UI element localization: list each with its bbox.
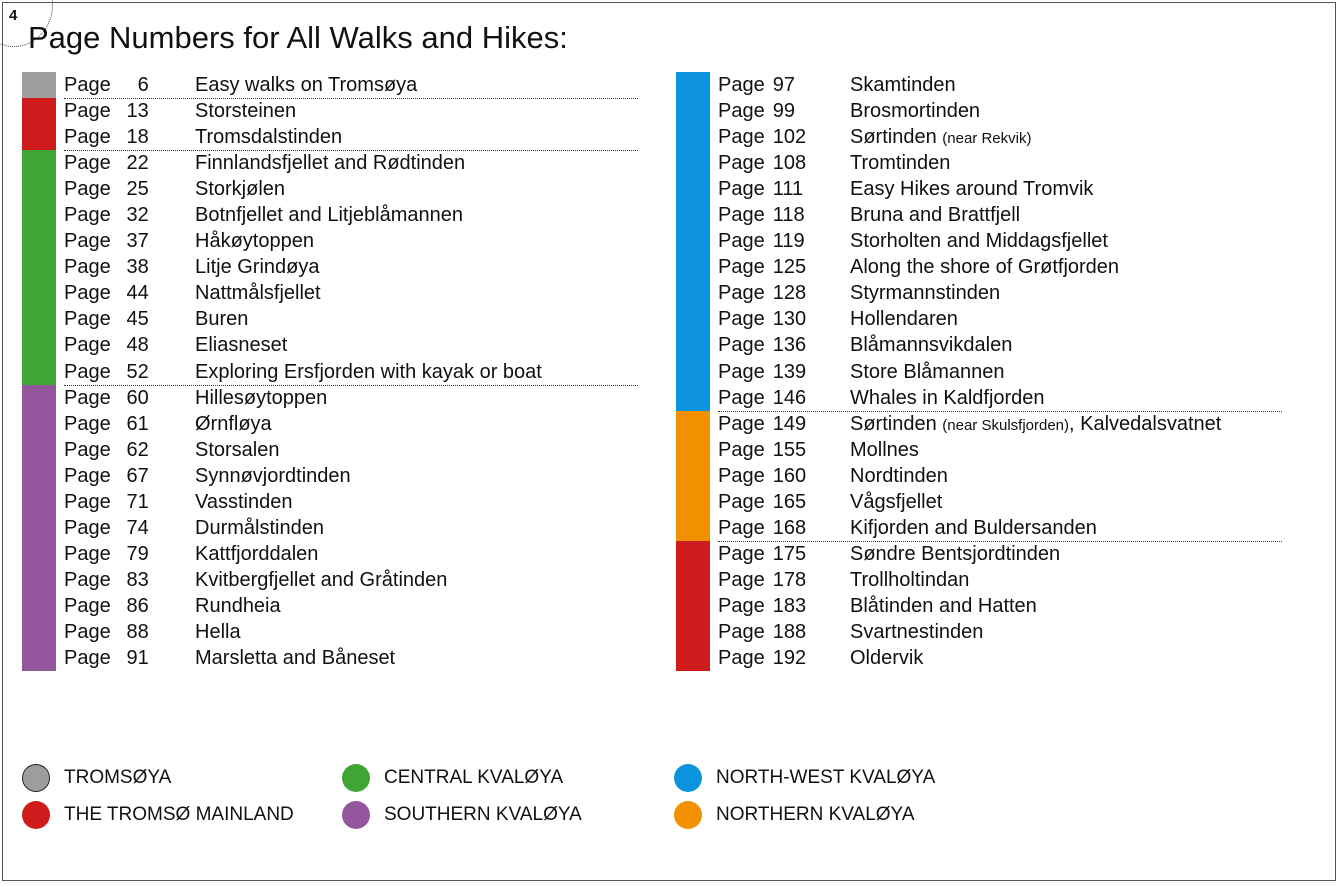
page-word: Page xyxy=(718,282,765,305)
hike-name xyxy=(195,567,447,593)
page-number-value: 67 xyxy=(126,464,149,487)
region-color-bar xyxy=(676,411,710,437)
page-word: Page xyxy=(64,282,111,305)
page-reference xyxy=(64,150,149,176)
hike-title: Tromtinden xyxy=(850,152,951,175)
page-reference xyxy=(64,619,149,645)
page-reference xyxy=(718,306,819,332)
region-color-bar xyxy=(676,593,710,619)
hike-suffix: , Kalvedalsvatnet xyxy=(1069,412,1222,435)
page-number-value: 130 xyxy=(772,308,807,331)
region-color-bar xyxy=(676,645,710,671)
hike-title: Bruna and Brattfjell xyxy=(850,204,1021,227)
page-reference xyxy=(718,98,819,124)
legend-swatch-icon xyxy=(674,801,702,829)
legend-swatch-icon xyxy=(342,801,370,829)
page-reference xyxy=(64,541,149,567)
page-number-value: 6 xyxy=(137,74,149,96)
page-word: Page xyxy=(64,647,111,670)
hike-title: Storkjølen xyxy=(195,178,286,201)
hike-name xyxy=(195,645,395,671)
hike-name xyxy=(195,541,318,567)
hike-title: Durmålstinden xyxy=(195,516,324,539)
page-reference xyxy=(718,280,819,306)
hike-title: Vågsfjellet xyxy=(850,490,943,513)
region-color-bar xyxy=(22,489,56,515)
region-color-bar xyxy=(676,332,710,358)
region-separator xyxy=(64,98,638,99)
hike-title: Sørtinden xyxy=(850,126,937,149)
page-reference xyxy=(718,437,819,463)
region-color-bar xyxy=(676,254,710,280)
page-word: Page xyxy=(718,256,765,279)
hike-name xyxy=(850,645,923,671)
page-word: Page xyxy=(718,308,765,331)
hike-title: Oldervik xyxy=(850,647,924,670)
page-number-value: 136 xyxy=(772,334,807,357)
hike-title: Litje Grindøya xyxy=(195,256,320,279)
page-number-value: 13 xyxy=(126,100,149,123)
region-color-bar xyxy=(22,411,56,437)
page-reference xyxy=(718,489,819,515)
hike-title: Hella xyxy=(195,620,241,643)
region-color-bar xyxy=(22,437,56,463)
hike-title: Finnlandsfjellet and Rødtinden xyxy=(195,152,466,175)
page-word: Page xyxy=(64,620,111,643)
page-word: Page xyxy=(64,438,111,461)
hike-name xyxy=(195,437,280,463)
region-color-bar xyxy=(22,254,56,280)
page-reference xyxy=(64,254,149,280)
hike-title: Sørtinden xyxy=(850,412,937,435)
page-reference xyxy=(64,176,149,202)
page-word: Page xyxy=(718,594,765,617)
hike-name xyxy=(195,489,292,515)
page-reference xyxy=(718,332,819,358)
legend-label: SOUTHERN KVALØYA xyxy=(384,804,582,825)
hike-title: Skamtinden xyxy=(850,74,956,96)
page-word: Page xyxy=(64,74,111,96)
hike-note: (near Skulsfjorden) xyxy=(942,416,1070,434)
region-color-bar xyxy=(676,359,710,385)
hike-name xyxy=(195,619,241,645)
page-word: Page xyxy=(718,126,765,149)
hike-title: Storholten and Middagsfjellet xyxy=(850,230,1108,253)
page-reference xyxy=(718,176,819,202)
region-color-bar xyxy=(22,645,56,671)
region-color-bar xyxy=(22,228,56,254)
page-number: 4 xyxy=(9,7,18,24)
hike-title: Trollholtindan xyxy=(850,568,970,591)
page-number-value: 61 xyxy=(126,412,149,435)
page-number-value: 60 xyxy=(126,386,149,409)
hike-name xyxy=(850,332,1012,358)
hike-name xyxy=(850,98,980,124)
page-number-value: 83 xyxy=(126,568,149,591)
region-color-bar xyxy=(22,176,56,202)
page-reference xyxy=(718,72,819,98)
page-word: Page xyxy=(64,386,111,409)
page-number-value: 32 xyxy=(126,204,149,227)
hike-name xyxy=(195,385,327,411)
region-color-bar xyxy=(22,98,56,124)
page-number-value: 183 xyxy=(772,594,807,617)
hike-name xyxy=(195,280,321,306)
hike-title: Søndre Bentsjordtinden xyxy=(850,542,1061,565)
hike-name xyxy=(195,332,287,358)
region-color-bar xyxy=(22,359,56,385)
region-color-bar xyxy=(676,176,710,202)
hike-title: Hillesøytoppen xyxy=(195,386,328,409)
page-reference xyxy=(64,306,149,332)
legend-swatch-icon xyxy=(22,801,50,829)
page-word: Page xyxy=(64,204,111,227)
region-color-bar xyxy=(676,385,710,411)
hike-title: Kvitbergfjellet and Gråtinden xyxy=(195,568,448,591)
hike-title: Styrmannstinden xyxy=(850,282,1001,305)
hike-title: Ørnfløya xyxy=(195,412,272,435)
hike-title: Mollnes xyxy=(850,438,919,461)
page-number-value: 165 xyxy=(772,490,807,513)
legend-label: NORTHERN KVALØYA xyxy=(716,804,915,825)
hike-name xyxy=(195,254,320,280)
region-color-bar xyxy=(676,489,710,515)
hike-name xyxy=(850,489,942,515)
page-word: Page xyxy=(718,620,765,643)
hike-title: Hollendaren xyxy=(850,308,958,331)
page-number-value: 155 xyxy=(772,438,807,461)
page-number-value: 175 xyxy=(772,542,807,565)
hike-name xyxy=(850,463,948,489)
page-number-value: 178 xyxy=(772,568,807,591)
hike-title: Buren xyxy=(195,308,249,331)
page-reference xyxy=(64,332,149,358)
legend-swatch-icon xyxy=(342,764,370,792)
page-word: Page xyxy=(64,126,111,149)
page-word: Page xyxy=(718,386,765,409)
page-word: Page xyxy=(718,438,765,461)
hike-title: Svartnestinden xyxy=(850,620,984,643)
page-word: Page xyxy=(718,334,765,357)
page-word: Page xyxy=(64,178,111,201)
region-color-bar xyxy=(676,98,710,124)
page-word: Page xyxy=(718,542,765,565)
page-reference xyxy=(718,385,819,411)
page-reference xyxy=(64,124,149,150)
page-reference xyxy=(64,411,149,437)
hike-name xyxy=(850,72,956,98)
page-word: Page xyxy=(64,256,111,279)
hike-title: Kattfjorddalen xyxy=(195,542,319,565)
region-color-bar xyxy=(22,124,56,150)
page-reference xyxy=(64,359,149,385)
page-number-value: 45 xyxy=(126,308,149,331)
page-word: Page xyxy=(64,464,111,487)
page-word: Page xyxy=(718,568,765,591)
page-reference xyxy=(64,593,149,619)
page-number-value: 37 xyxy=(126,230,149,253)
hike-name xyxy=(195,515,324,541)
hike-name xyxy=(850,124,1031,152)
hike-title: Marsletta and Båneset xyxy=(195,647,396,670)
hike-name xyxy=(850,280,1000,306)
hike-note: (near Rekvik) xyxy=(942,130,1032,148)
legend-label: NORTH-WEST KVALØYA xyxy=(716,767,936,788)
hike-name xyxy=(850,567,969,593)
page-word: Page xyxy=(64,360,111,383)
page-reference xyxy=(718,463,819,489)
page-number-value: 139 xyxy=(772,360,807,383)
legend-label: TROMSØYA xyxy=(64,767,172,788)
hike-name xyxy=(850,176,1093,202)
hike-name xyxy=(195,202,463,228)
region-color-bar xyxy=(22,515,56,541)
hike-name xyxy=(195,593,281,619)
page-number-value: 38 xyxy=(126,256,149,279)
page-number-value: 62 xyxy=(126,438,149,461)
page-reference xyxy=(718,228,819,254)
page-reference xyxy=(718,567,819,593)
page-reference xyxy=(64,228,149,254)
hike-title: Vasstinden xyxy=(195,490,293,513)
hike-title: Nordtinden xyxy=(850,464,948,487)
page-word: Page xyxy=(64,100,111,123)
page-number-value: 88 xyxy=(126,620,149,643)
page-number-value: 99 xyxy=(772,100,795,123)
hike-name xyxy=(850,593,1037,619)
page-reference xyxy=(64,280,149,306)
hike-name xyxy=(850,359,1005,385)
page-number-value: 108 xyxy=(772,152,807,175)
page-word: Page xyxy=(64,230,111,253)
page-reference xyxy=(718,124,819,150)
region-color-bar xyxy=(676,280,710,306)
hike-name xyxy=(850,411,1221,439)
region-color-bar xyxy=(676,72,710,98)
page-word: Page xyxy=(718,360,765,383)
region-separator xyxy=(64,385,638,386)
page-reference xyxy=(64,515,149,541)
page-number-value: 119 xyxy=(772,230,805,253)
region-color-bar xyxy=(22,150,56,176)
hike-title: Easy Hikes around Tromvik xyxy=(850,178,1094,201)
hike-name xyxy=(195,306,248,332)
region-color-bar xyxy=(22,280,56,306)
page-reference xyxy=(718,541,819,567)
page-word: Page xyxy=(718,230,765,253)
region-color-bar xyxy=(676,202,710,228)
hike-name xyxy=(850,150,950,176)
page-word: Page xyxy=(718,647,765,670)
region-color-bar xyxy=(22,567,56,593)
hike-title: Synnøvjordtinden xyxy=(195,464,351,487)
page-number-value: 25 xyxy=(126,178,149,201)
page-reference xyxy=(718,202,819,228)
page-reference xyxy=(64,645,149,671)
hike-title: Easy walks on Tromsøya xyxy=(195,74,418,96)
page-word: Page xyxy=(64,490,111,513)
page-word: Page xyxy=(718,490,765,513)
page-word: Page xyxy=(64,334,111,357)
page-title: Page Numbers for All Walks and Hikes: xyxy=(28,20,568,55)
page-word: Page xyxy=(64,152,111,175)
page-reference xyxy=(64,72,149,98)
region-color-bar xyxy=(676,150,710,176)
page-word: Page xyxy=(718,100,765,123)
legend-label: CENTRAL KVALØYA xyxy=(384,767,564,788)
page-number-value: 97 xyxy=(772,74,795,96)
page-reference xyxy=(64,567,149,593)
page-number-value: 102 xyxy=(772,126,807,149)
page-reference xyxy=(718,593,819,619)
page-word: Page xyxy=(64,412,111,435)
legend-swatch-icon xyxy=(674,764,702,792)
hike-name xyxy=(850,306,958,332)
hike-name xyxy=(195,124,342,150)
hike-title: Kifjorden and Buldersanden xyxy=(850,516,1097,539)
hike-name xyxy=(195,150,465,176)
hike-name xyxy=(195,228,314,254)
region-color-bar xyxy=(676,515,710,541)
page-number-value: 91 xyxy=(126,647,149,670)
page-number-value: 125 xyxy=(772,256,807,279)
page-number-value: 192 xyxy=(772,647,807,670)
hike-name xyxy=(850,385,1045,411)
region-color-bar xyxy=(22,385,56,411)
page-number-value: 149 xyxy=(772,412,807,435)
page-word: Page xyxy=(718,412,765,435)
page-number-value: 22 xyxy=(126,152,149,175)
hike-name xyxy=(195,411,272,437)
hike-title: Eliasneset xyxy=(195,334,288,357)
region-color-bar xyxy=(676,437,710,463)
page-number-value: 160 xyxy=(772,464,807,487)
region-color-bar xyxy=(676,541,710,567)
region-color-bar xyxy=(676,228,710,254)
page-number-value: 188 xyxy=(772,620,807,643)
page-reference xyxy=(718,619,819,645)
hike-title: Tromsdalstinden xyxy=(195,126,343,149)
page-reference xyxy=(718,515,819,541)
page-number-value: 71 xyxy=(126,490,149,513)
region-color-bar xyxy=(676,463,710,489)
page-number-value: 74 xyxy=(126,516,149,539)
page-number-value: 128 xyxy=(772,282,807,305)
hike-name xyxy=(850,619,983,645)
page-number-value: 111 xyxy=(772,178,804,201)
page-word: Page xyxy=(718,178,765,201)
page-word: Page xyxy=(718,464,765,487)
page-reference xyxy=(64,202,149,228)
hike-title: Store Blåmannen xyxy=(850,360,1005,383)
hike-name xyxy=(195,98,296,124)
page-word: Page xyxy=(64,568,111,591)
hike-name xyxy=(195,176,285,202)
hike-name xyxy=(850,202,1020,228)
hike-title: Blåtinden and Hatten xyxy=(850,594,1037,617)
region-color-bar xyxy=(676,619,710,645)
page-reference xyxy=(64,98,149,124)
region-color-bar xyxy=(22,463,56,489)
region-color-bar xyxy=(676,124,710,150)
hike-title: Along the shore of Grøtfjorden xyxy=(850,256,1120,279)
page-reference xyxy=(718,411,819,437)
page-reference xyxy=(64,489,149,515)
legend-swatch-icon xyxy=(22,764,50,792)
page-reference xyxy=(718,645,819,671)
page-word: Page xyxy=(718,204,765,227)
hike-title: Whales in Kaldfjorden xyxy=(850,386,1045,409)
hike-name xyxy=(850,437,919,463)
hike-title: Storsteinen xyxy=(195,100,297,123)
region-color-bar xyxy=(676,567,710,593)
region-color-bar xyxy=(676,306,710,332)
hike-title: Botnfjellet and Litjeblåmannen xyxy=(195,204,463,227)
page-number-value: 168 xyxy=(772,516,807,539)
page-reference xyxy=(64,437,149,463)
page-word: Page xyxy=(64,594,111,617)
page-word: Page xyxy=(718,74,765,96)
page-word: Page xyxy=(718,516,765,539)
hike-title: Håkøytoppen xyxy=(195,230,314,253)
hike-title: Exploring Ersfjorden with kayak or boat xyxy=(195,360,542,383)
hike-title: Blåmannsvikdalen xyxy=(850,334,1013,357)
page-number-value: 52 xyxy=(126,360,149,383)
page-word: Page xyxy=(718,152,765,175)
hike-name xyxy=(195,463,351,489)
hike-title: Nattmålsfjellet xyxy=(195,282,321,305)
hike-title: Rundheia xyxy=(195,594,281,617)
page-reference xyxy=(718,359,819,385)
page-reference xyxy=(718,150,819,176)
region-color-bar xyxy=(22,593,56,619)
hike-title: Storsalen xyxy=(195,438,280,461)
region-color-bar xyxy=(22,619,56,645)
hike-title: Brosmortinden xyxy=(850,100,981,123)
page-number-value: 118 xyxy=(772,204,805,227)
hike-name xyxy=(850,228,1108,254)
page-number-value: 48 xyxy=(126,334,149,357)
region-color-bar xyxy=(22,541,56,567)
page-word: Page xyxy=(64,542,111,565)
hike-name xyxy=(195,359,542,385)
page-number-value: 86 xyxy=(126,594,149,617)
region-color-bar xyxy=(22,202,56,228)
page-reference xyxy=(64,463,149,489)
legend-label: THE TROMSØ MAINLAND xyxy=(64,804,294,825)
region-color-bar xyxy=(22,72,56,98)
hike-name xyxy=(850,515,1097,541)
page-word: Page xyxy=(64,516,111,539)
page-number-value: 18 xyxy=(126,126,149,149)
page-number-value: 79 xyxy=(126,542,149,565)
page-word: Page xyxy=(64,308,111,331)
page-number-value: 44 xyxy=(126,282,149,305)
hike-name xyxy=(850,254,1119,280)
region-color-bar xyxy=(22,306,56,332)
page-reference xyxy=(718,254,819,280)
hike-name xyxy=(195,72,417,98)
page-reference xyxy=(64,385,149,411)
hike-name xyxy=(850,541,1060,567)
region-color-bar xyxy=(22,332,56,358)
page-number-value: 146 xyxy=(772,386,807,409)
